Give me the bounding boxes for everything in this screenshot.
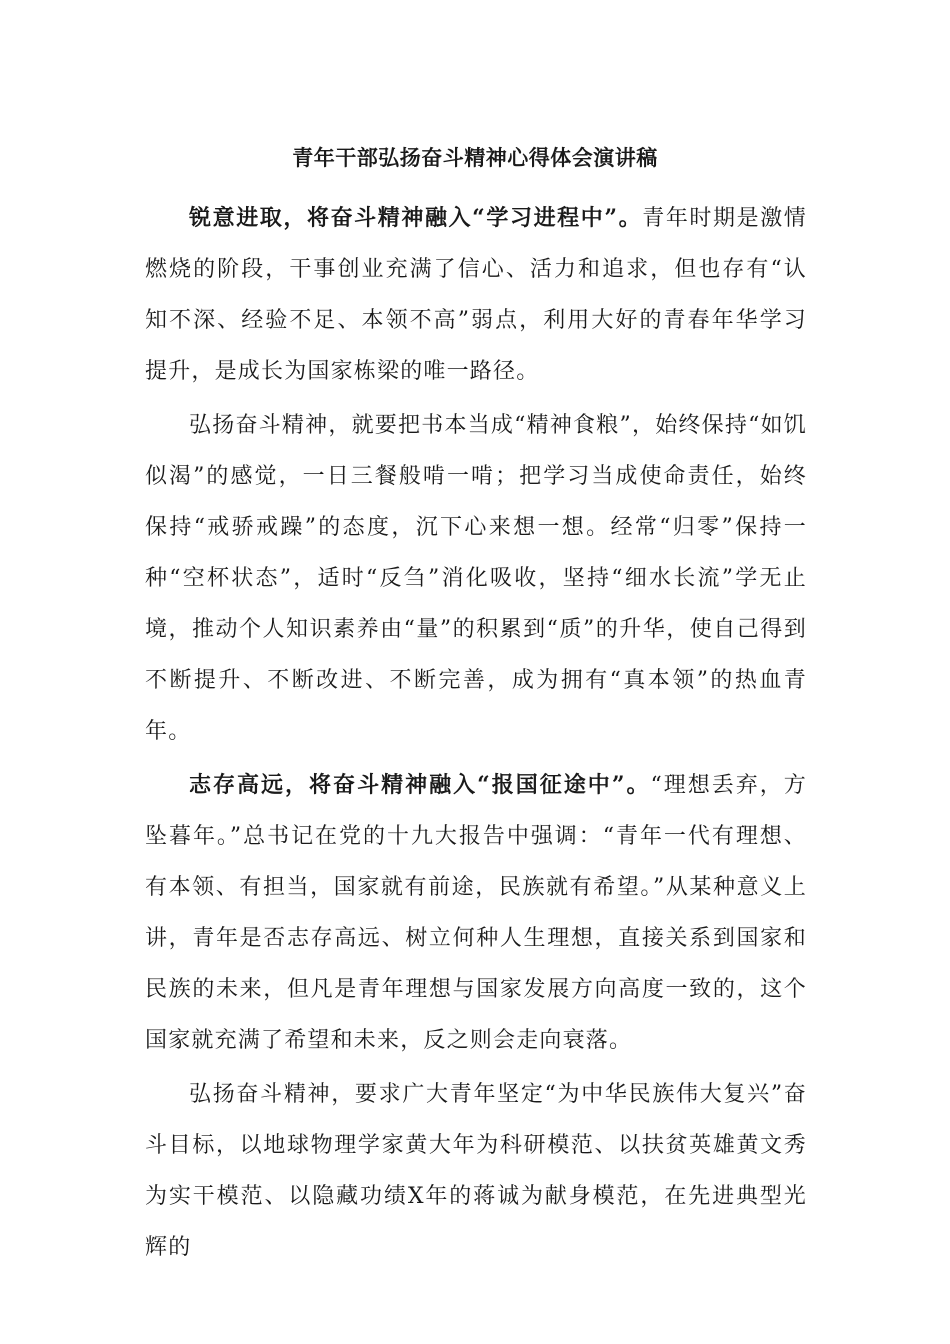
paragraph-1-text: 青年时期是激情燃烧的阶段，干事创业充满了信心、活力和追求，但也存有“认知不深、经验不足、本领不高”弱点，利用大好的青春年华学习提升，是成长为国家栋梁的唯一路径。 <box>145 206 807 384</box>
paragraph-3-text: “理想丢弃，方坠暮年。”总书记在党的十九大报告中强调：“青年一代有理想、有本领、有担当，国家就有前途，民族就有希望。”从某种意义上讲，青年是否志存高远、树立何种人生理想，直接关系到国家和民族的未来，但凡是青年理想与国家发展方向高度一致的，这个国家就充满了希望和未来，反之则会走向衰落。 <box>145 773 808 1053</box>
paragraph-2 <box>145 400 807 757</box>
paragraph-4 <box>145 1069 807 1273</box>
document-title: 青年干部弘扬奋斗精神心得体会演讲稿 <box>292 145 658 170</box>
paragraph-1-lead: 锐意进取，将奋斗精神融入“学习进程中”。 <box>189 205 643 231</box>
paragraph-3-lead: 志存高远，将奋斗精神融入“报国征途中”。 <box>189 772 651 798</box>
paragraph-1 <box>145 193 807 397</box>
paragraph-3 <box>145 760 807 1066</box>
paragraph-2-text: 弘扬奋斗精神，就要把书本当成“精神食粮”，始终保持“如饥似渴”的感觉，一日三餐般啃一啃；把学习当成使命责任，始终保持“戒骄戒躁”的态度，沉下心来想一想。经常“归零”保持一种“空杯状态”，适时“反刍”消化吸收，坚持“细水长流”学无止境，推动个人知识素养由“量”的积累到“质”的升华，使自己得到不断提升、不断改进、不断完善，成为拥有“真本领”的热血青年。 <box>145 413 807 744</box>
paragraph-4-text: 弘扬奋斗精神，要求广大青年坚定“为中华民族伟大复兴”奋斗目标，以地球物理学家黄大年为科研模范、以扶贫英雄黄文秀为实干模范、以隐藏功绩X年的蒋诚为献身模范，在先进典型光辉的 <box>145 1082 807 1260</box>
document-body <box>145 193 807 1276</box>
